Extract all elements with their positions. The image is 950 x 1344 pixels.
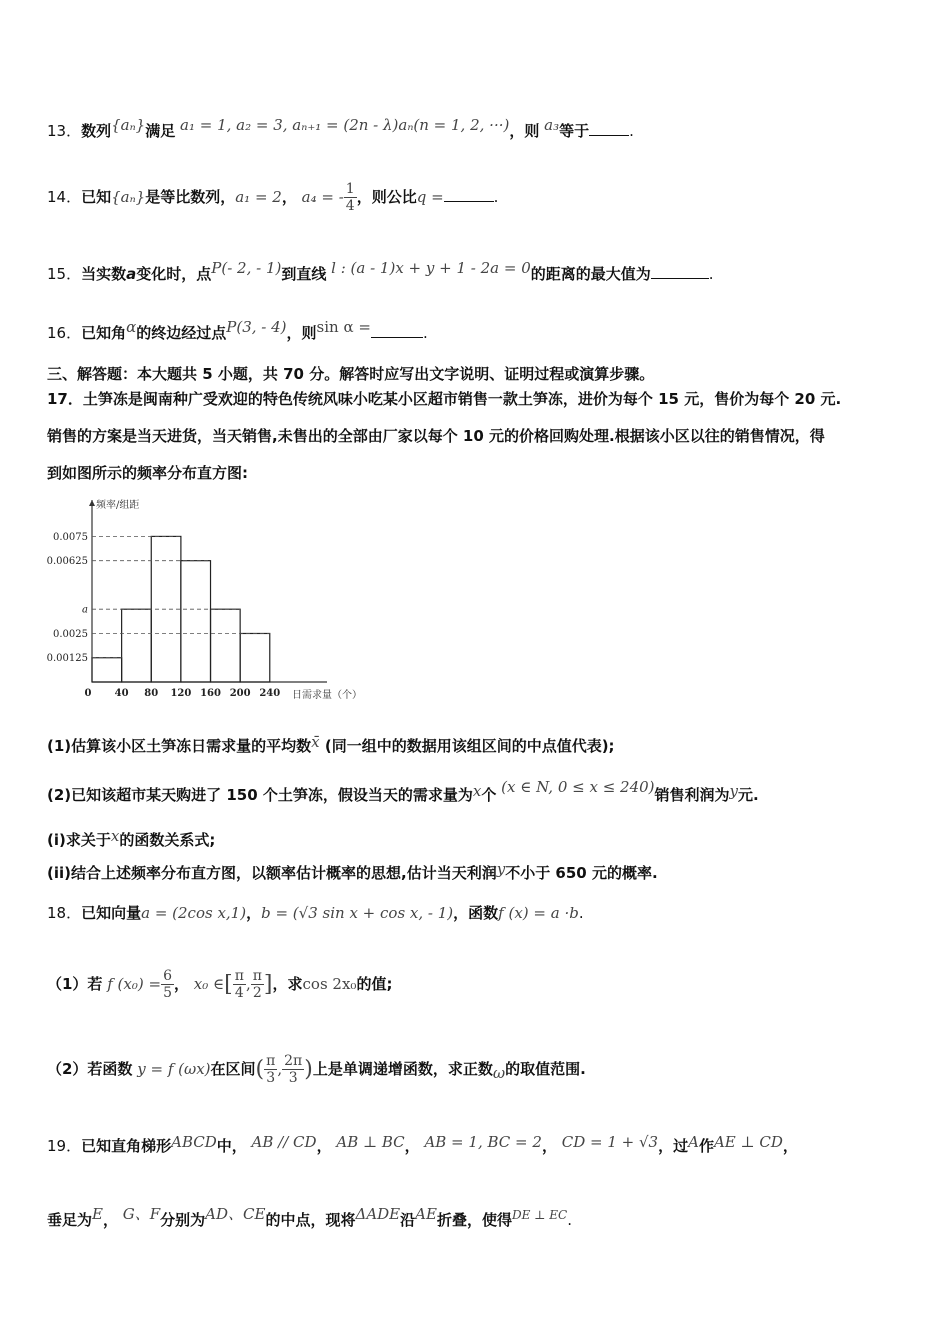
q18-text: ， <box>173 975 189 993</box>
x-tick-label: 200 <box>229 688 251 699</box>
q17-text: 销售利润为 <box>654 786 730 804</box>
q16-sin: sin α = <box>316 318 371 336</box>
x-tick-label: 240 <box>259 688 281 699</box>
q18-interval-lo: $\frac{\pi}{4}$ <box>234 968 244 1001</box>
q17-text: 不小于 650 元的概率. <box>505 864 658 882</box>
q15-text: 的距离的最大值为 <box>530 265 651 283</box>
q19-text: 垂足为 <box>47 1211 93 1229</box>
q18-interval-lo: $\frac{\pi}{3}$ <box>266 1053 276 1086</box>
q19-ad-ce: AD、CE <box>205 1205 266 1223</box>
q19-triangle: ΔADE <box>355 1205 401 1223</box>
y-axis-label: 频率/组距 <box>96 500 140 511</box>
y-tick-label: 0.00625 <box>46 556 88 568</box>
q16-point: P(3, - 4) <box>226 318 287 336</box>
q14-q: q = <box>416 188 444 206</box>
q15-text: 变化时，点 <box>136 265 212 283</box>
q19-condition: AB // CD <box>251 1133 317 1151</box>
q18-omega: ω <box>492 1064 506 1082</box>
q18-text: ， <box>246 904 262 922</box>
q19-text: 中， <box>216 1137 247 1155</box>
q14-a4: a₄ = - <box>301 188 344 206</box>
q19-condition: AE ⊥ CD <box>713 1133 783 1151</box>
q13-text: ，则 <box>509 122 540 140</box>
q13-end: . <box>629 122 634 140</box>
q19-text: ， <box>782 1137 798 1155</box>
question-14 <box>47 175 498 219</box>
q19-condition: AB = 1, <box>424 1133 483 1151</box>
histogram-bar <box>122 609 152 682</box>
q19-end: . <box>567 1211 572 1229</box>
q15-point: P(- 2, - 1) <box>211 259 282 277</box>
q17-text: (同一组中的数据用该组区间的中点值代表); <box>319 737 615 755</box>
q17-text: (i)求关于 <box>47 831 111 849</box>
y-tick-label: 0.0075 <box>53 531 88 543</box>
q18-text: 已知向量 <box>81 904 142 922</box>
q19-text: 沿 <box>400 1211 416 1229</box>
q18-text: ，求 <box>272 975 303 993</box>
q18-vector-a: a = (2cos x,1) <box>141 904 247 922</box>
q17-y: y <box>496 860 506 878</box>
q16-alpha: α <box>126 318 137 336</box>
question-16 <box>47 317 428 343</box>
q16-end: . <box>422 324 428 342</box>
q15-end: . <box>708 265 714 283</box>
q14-text: ，则公比 <box>356 188 417 206</box>
q13-number: 13． <box>47 122 82 140</box>
q14-text: 已知 <box>81 188 112 206</box>
q17-line-3: 到如图所示的频率分布直方图: <box>47 464 248 482</box>
q14-text: ， <box>281 188 297 206</box>
q19-text: 折叠，使得 <box>436 1211 512 1229</box>
q14-text: 是等比数列， <box>145 188 236 206</box>
q19-text: ， <box>316 1137 332 1155</box>
q14-a1: a₁ = 2 <box>235 188 282 206</box>
q19-text: 作 <box>698 1137 714 1155</box>
q18-y: y = f (ωx) <box>137 1060 211 1078</box>
section-heading: 三、解答题：本大题共 5 小题，共 70 分。解答时应写出文字说明、证明过程或演算步骤。 <box>47 365 655 383</box>
x-tick-label: 120 <box>170 688 192 699</box>
q18-interval-hi: $\frac{2\pi}{3}$ <box>284 1053 303 1086</box>
q13-text: 满足 <box>145 122 176 140</box>
q13-text: 数列 <box>81 122 112 140</box>
q17-part-2 <box>47 777 759 805</box>
q18-text: 上是单调递增函数，求正数 <box>312 1060 493 1078</box>
q19-text: 分别为 <box>160 1211 206 1229</box>
q16-number: 16． <box>47 324 82 342</box>
q17-text: (1)估算该小区土笋冻日需求量的平均数 <box>47 737 312 755</box>
q19-gf: G、F <box>122 1205 161 1223</box>
x-tick-label: 80 <box>144 688 159 699</box>
q18-part-2: （2）若函数 y = f (ωx)在区间( $\frac{\pi}{3}$ , $\frac{2\pi}{3}$ )上是单调递增函数，求正数ω的取值范围. <box>47 1053 586 1086</box>
q19-condition: AB ⊥ BC <box>336 1133 405 1151</box>
q17-y: y <box>729 782 739 800</box>
x-tick-label: 160 <box>200 688 221 699</box>
q18-function: f (x) = a ·b <box>498 904 579 922</box>
q17-text: 的函数关系式; <box>119 831 216 849</box>
q18-end: . <box>578 904 584 922</box>
q14-sequence: {aₙ} <box>111 188 146 206</box>
q17-part-1 <box>47 732 615 756</box>
histogram-bar <box>240 633 270 682</box>
q16-text: 已知角 <box>81 324 127 342</box>
q19-text: ，过 <box>658 1137 689 1155</box>
q15-text: 当实数 <box>81 265 127 283</box>
q13-a3: a₃ <box>544 116 560 134</box>
answer-blank <box>371 323 423 338</box>
q17-condition: (x ∈ N, 0 ≤ x ≤ 240) <box>501 778 655 796</box>
answer-blank <box>444 187 494 202</box>
y-axis-arrow <box>89 500 95 506</box>
q19-point-a: A <box>688 1133 699 1151</box>
q18-part-1: （1）若 f (x₀) = $\frac{6}{5}$ ， x₀ ∈[ $\frac{\pi}{4}$ , $\frac{\pi}{2}$ ]，求cos 2x₀的值; <box>47 968 393 1001</box>
q17-part-ii <box>47 859 658 883</box>
q14-number: 14． <box>47 188 82 206</box>
q19-text: ， <box>541 1137 557 1155</box>
q18-text: （1）若 <box>47 975 103 993</box>
q18-vector-b: b = (√3 sin x + cos x, - 1) <box>261 904 454 922</box>
q19-text: 已知直角梯形 <box>81 1137 172 1155</box>
q19-text: ， <box>102 1211 118 1229</box>
q14-end: . <box>493 188 499 206</box>
q17-text: 个 <box>481 786 497 804</box>
histogram-bar <box>92 658 122 682</box>
histogram-bar <box>211 609 241 682</box>
q19-abcd: ABCD <box>171 1133 217 1151</box>
y-tick-label: a <box>82 604 88 616</box>
frequency-histogram <box>40 490 400 710</box>
q17-x: x <box>472 782 482 800</box>
q17-text: 元. <box>738 786 759 804</box>
q18-text: （2）若函数 <box>47 1060 133 1078</box>
q15-line-eq: l : (a - 1)x + y + 1 - 2a = 0 <box>331 259 531 277</box>
q18-text: 的值; <box>356 975 393 993</box>
q19-point-e: E <box>92 1205 103 1223</box>
q14-fraction: $\frac{1}{4}$ <box>345 181 355 214</box>
q17-text: (ii)结合上述频率分布直方图，以额率估计概率的思想,估计当天利润 <box>47 864 497 882</box>
x-tick-label: 40 <box>114 688 129 699</box>
q15-text: 到直线 <box>281 265 327 283</box>
q16-text: ，则 <box>286 324 317 342</box>
answer-blank <box>589 121 629 136</box>
q19-number: 19． <box>47 1137 82 1155</box>
y-tick-label: 0.00125 <box>46 653 88 665</box>
q18-cos: cos 2x₀ <box>302 975 357 993</box>
x-tick-label: 0 <box>84 688 92 699</box>
q17-line-1: 17．土笋冻是闽南种广受欢迎的特色传统风味小吃某小区超市销售一款土笋冻，进价为每个 15 元，售价为每个 20 元. <box>47 390 842 408</box>
q19-condition: CD = 1 + √3 <box>561 1133 659 1151</box>
question-18 <box>47 903 584 923</box>
q19-text: ， <box>404 1137 420 1155</box>
q15-a: a <box>126 265 137 283</box>
histogram-bar <box>181 561 211 682</box>
q18-text: 的取值范围. <box>505 1060 586 1078</box>
q17-xbar: x̄ <box>311 733 320 751</box>
q17-line-2: 销售的方案是当天进货，当天销售,未售出的全部由厂家以每个 10 元的价格回购处理.根据该小区以往的销售情况，得 <box>47 427 825 445</box>
q18-text: ，函数 <box>453 904 499 922</box>
q19-text: 的中点，现将 <box>265 1211 356 1229</box>
q17-text: (2)已知该超市某天购进了 150 个土笋冻，假设当天的需求量为 <box>47 786 473 804</box>
q18-fx0: f (x₀) = <box>107 975 162 993</box>
q18-x0-in: x₀ ∈ <box>193 975 225 993</box>
x-axis-label: 日需求量（个） <box>292 690 362 701</box>
q18-fraction: $\frac{6}{5}$ <box>163 968 172 1001</box>
q17-x: x <box>110 827 120 845</box>
q18-text: 在区间 <box>210 1060 256 1078</box>
y-tick-label: 0.0025 <box>53 628 88 640</box>
answer-blank <box>651 264 709 279</box>
question-13 <box>47 115 634 141</box>
q18-number: 18． <box>47 904 82 922</box>
q16-text: 的终边经过点 <box>136 324 227 342</box>
q17-part-i <box>47 826 215 850</box>
q19-line-2 <box>47 1204 572 1230</box>
question-15 <box>47 258 714 284</box>
q15-number: 15． <box>47 265 82 283</box>
q19-condition: BC = 2 <box>487 1133 542 1151</box>
q19-de-ec: DE ⊥ EC <box>511 1208 568 1222</box>
q13-text: 等于 <box>559 122 590 140</box>
question-19 <box>47 1132 798 1156</box>
q19-ae: AE <box>415 1205 437 1223</box>
q18-interval-hi: $\frac{\pi}{2}$ <box>252 968 262 1001</box>
q13-sequence: {aₙ} <box>111 116 146 134</box>
q13-condition: a₁ = 1, a₂ = 3, aₙ₊₁ = (2n - λ)aₙ(n = 1, 2, ···) <box>180 116 510 134</box>
